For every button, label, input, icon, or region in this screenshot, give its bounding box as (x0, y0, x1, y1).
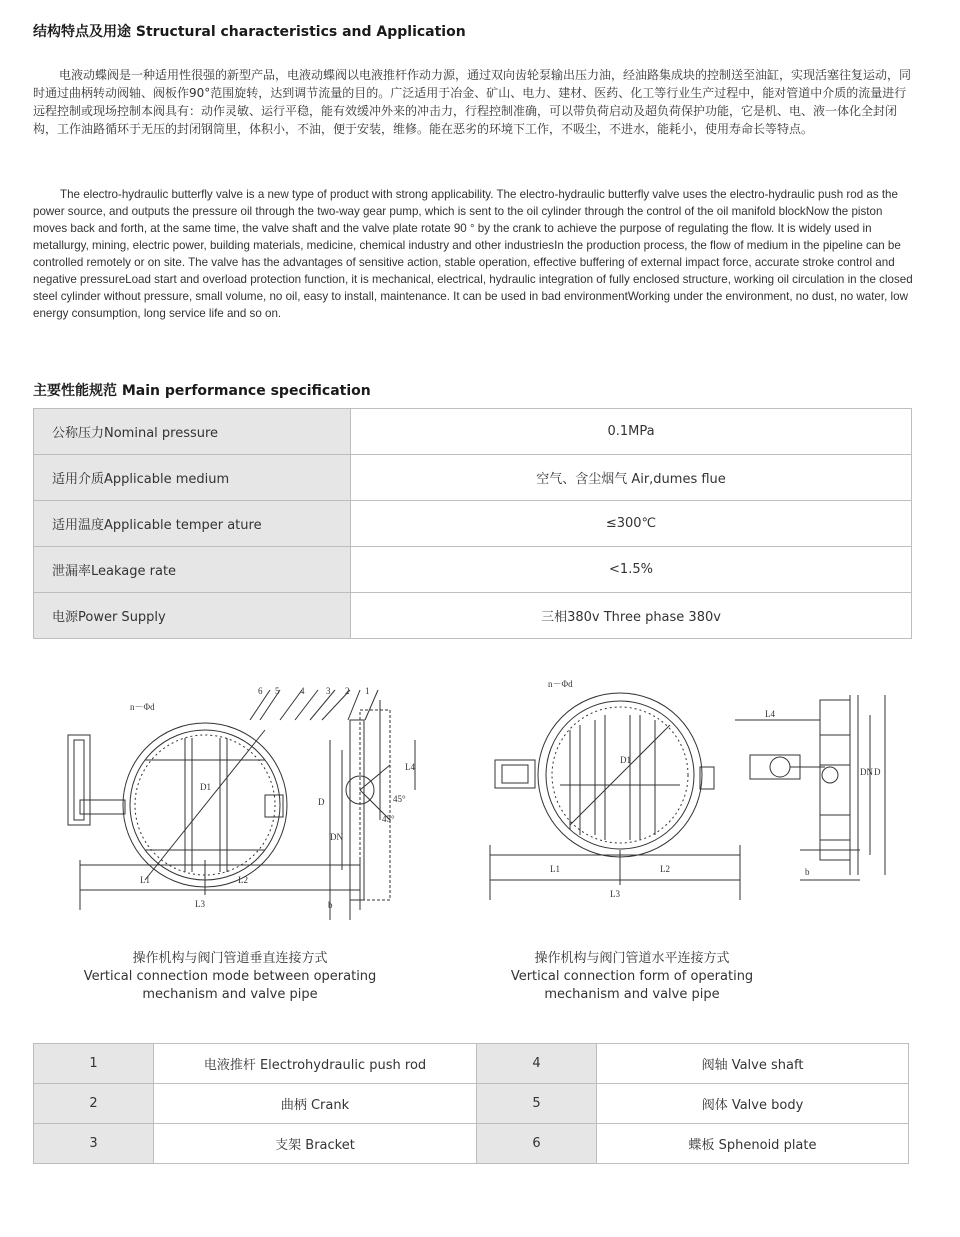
dim-L3: L3 (195, 899, 205, 909)
dim-L4: L4 (405, 762, 415, 772)
spec-table (33, 408, 912, 639)
spec-row (34, 593, 912, 639)
part-number: 6 (477, 1124, 597, 1164)
dim-L4: L4 (765, 709, 775, 719)
part-name: 电液推杆 Electrohydraulic push rod (154, 1044, 477, 1084)
part-name: 曲柄 Crank (154, 1084, 477, 1124)
parts-row (34, 1124, 909, 1164)
callout-1: 1 (365, 686, 370, 696)
spec-row (34, 547, 912, 593)
spec-row (34, 501, 912, 547)
paragraph-chinese: 电液动蝶阀是一种适用性很强的新型产品，电液动蝶阀以电液推杆作动力源，通过双向齿轮泵输出压力油，经油路集成块的控制送至油缸，实现活塞往复运动，同时通过曲柄转动阀轴、阀板作90°范围旋转，达到调节流量的目的。广泛适用于冶金、矿山、电力、建材、医药、化工等行业生产过程中，能对管道中介质的流量进行远程控制或现场控制本阀具有：动作灵敏、运行平稳，能有效缓冲外来的冲击力，行程控制准确，可以带负荷启动及超负荷保护功能，它是机、电、液一体化全封闭构，工作油路循环于无压的封闭钢筒里，体积小，不油，便于安装，维修。能在恶劣的环境下工作，不吸尘，不进水，能耗小，使用寿命长等特点。 (33, 68, 912, 136)
caption-cn: 操作机构与阀门管道垂直连接方式 (132, 951, 328, 966)
part-name: 蝶板 Sphenoid plate (597, 1124, 909, 1164)
spec-value: 空气、含尘烟气 Air,dumes flue (351, 455, 912, 501)
drawing-vertical-connection (60, 680, 460, 940)
part-number: 2 (34, 1084, 154, 1124)
dim-L2: L2 (660, 864, 670, 874)
callout-3: 3 (326, 686, 331, 696)
callout-2: 2 (345, 686, 350, 696)
dim-DN: DN (330, 832, 343, 842)
caption-cn: 操作机构与阀门管道水平连接方式 (534, 951, 730, 966)
spec-label: 适用温度Applicable temper ature (34, 501, 351, 547)
angle-45-upper: 45° (393, 794, 406, 804)
spec-label: 泄漏率Leakage rate (34, 547, 351, 593)
caption-vertical (60, 950, 400, 1004)
dim-D1: D1 (200, 782, 211, 792)
dim-b: b (805, 867, 810, 877)
parts-row (34, 1084, 909, 1124)
paragraph-english: The electro-hydraulic butterfly valve is a new type of product with strong applicability. The electro-hydraulic butterfly valve uses the electro-hydraulic push rod as the power source, and outputs the pressure oil through the two-way gear pump, which is sent to the oil cylinder through the control of the oil manifold blockNow the piston moves back and forth, at the same time, the valve shaft and the valve plate rotate 90 ° by the crank to achieve the purpose of regulating the flow. It is widely used in metallurgy, mining, electric power, building materials, medicine, chemical industry and other industriesIn the production process, the flow of medium in the pipeline can be controlled remotely or on site. The valve has the advantages of sensitive action, stable operation, effective buffering of external impact force, accurate stroke control and negative pressureLoad start and overload protection function, it is mechanical, electrical, hydraulic integration of fully enclosed structure, working oil circulation in the closed steel cylinder without pressure, small volume, no oil, easy to install, maintenance. It can be used in bad environmentWorking under the environment, no dust, no water, low energy consumption, long service life and so on. (33, 188, 913, 320)
dim-DN: DN (860, 767, 873, 777)
dim-D: D (318, 797, 325, 807)
dim-L2: L2 (238, 875, 248, 885)
caption-en-1: Vertical connection form of operating (510, 969, 754, 984)
spec-row (34, 409, 912, 455)
dim-b: b (328, 900, 333, 910)
spec-row (34, 455, 912, 501)
part-number: 3 (34, 1124, 154, 1164)
caption-en-1: Vertical connection mode between operating (83, 969, 377, 984)
dim-L3: L3 (610, 889, 620, 899)
callout-5: 5 (275, 686, 280, 696)
part-name: 阀轴 Valve shaft (597, 1044, 909, 1084)
angle-45-lower: 45° (382, 814, 395, 824)
spec-label: 公称压力Nominal pressure (34, 409, 351, 455)
dim-L1: L1 (140, 875, 150, 885)
caption-horizontal (462, 950, 802, 1004)
caption-en-2: mechanism and valve pipe (544, 987, 720, 1002)
parts-row (34, 1044, 909, 1084)
dim-L1: L1 (550, 864, 560, 874)
part-number: 1 (34, 1044, 154, 1084)
parts-table (33, 1043, 909, 1164)
section-title-structure: 结构特点及用途 Structural characteristics and Application (33, 24, 466, 40)
section-title-spec: 主要性能规范 Main performance specification (33, 383, 371, 399)
callout-6: 6 (258, 686, 263, 696)
part-name: 阀体 Valve body (597, 1084, 909, 1124)
spec-label: 电源Power Supply (34, 593, 351, 639)
callout-4: 4 (300, 686, 305, 696)
part-name: 支架 Bracket (154, 1124, 477, 1164)
label-nphid: n－Φd (130, 702, 155, 712)
spec-value: ≤300℃ (351, 501, 912, 547)
label-nphid: n－Φd (548, 679, 573, 689)
dim-D: D (874, 767, 881, 777)
spec-value: 0.1MPa (351, 409, 912, 455)
actuator-body (68, 735, 90, 825)
caption-en-2: mechanism and valve pipe (142, 987, 318, 1002)
spec-value: <1.5% (351, 547, 912, 593)
part-number: 5 (477, 1084, 597, 1124)
spec-value: 三相380v Three phase 380v (351, 593, 912, 639)
part-number: 4 (477, 1044, 597, 1084)
spec-label: 适用介质Applicable medium (34, 455, 351, 501)
dim-D1: D1 (620, 755, 631, 765)
drawing-horizontal-connection (480, 675, 900, 915)
